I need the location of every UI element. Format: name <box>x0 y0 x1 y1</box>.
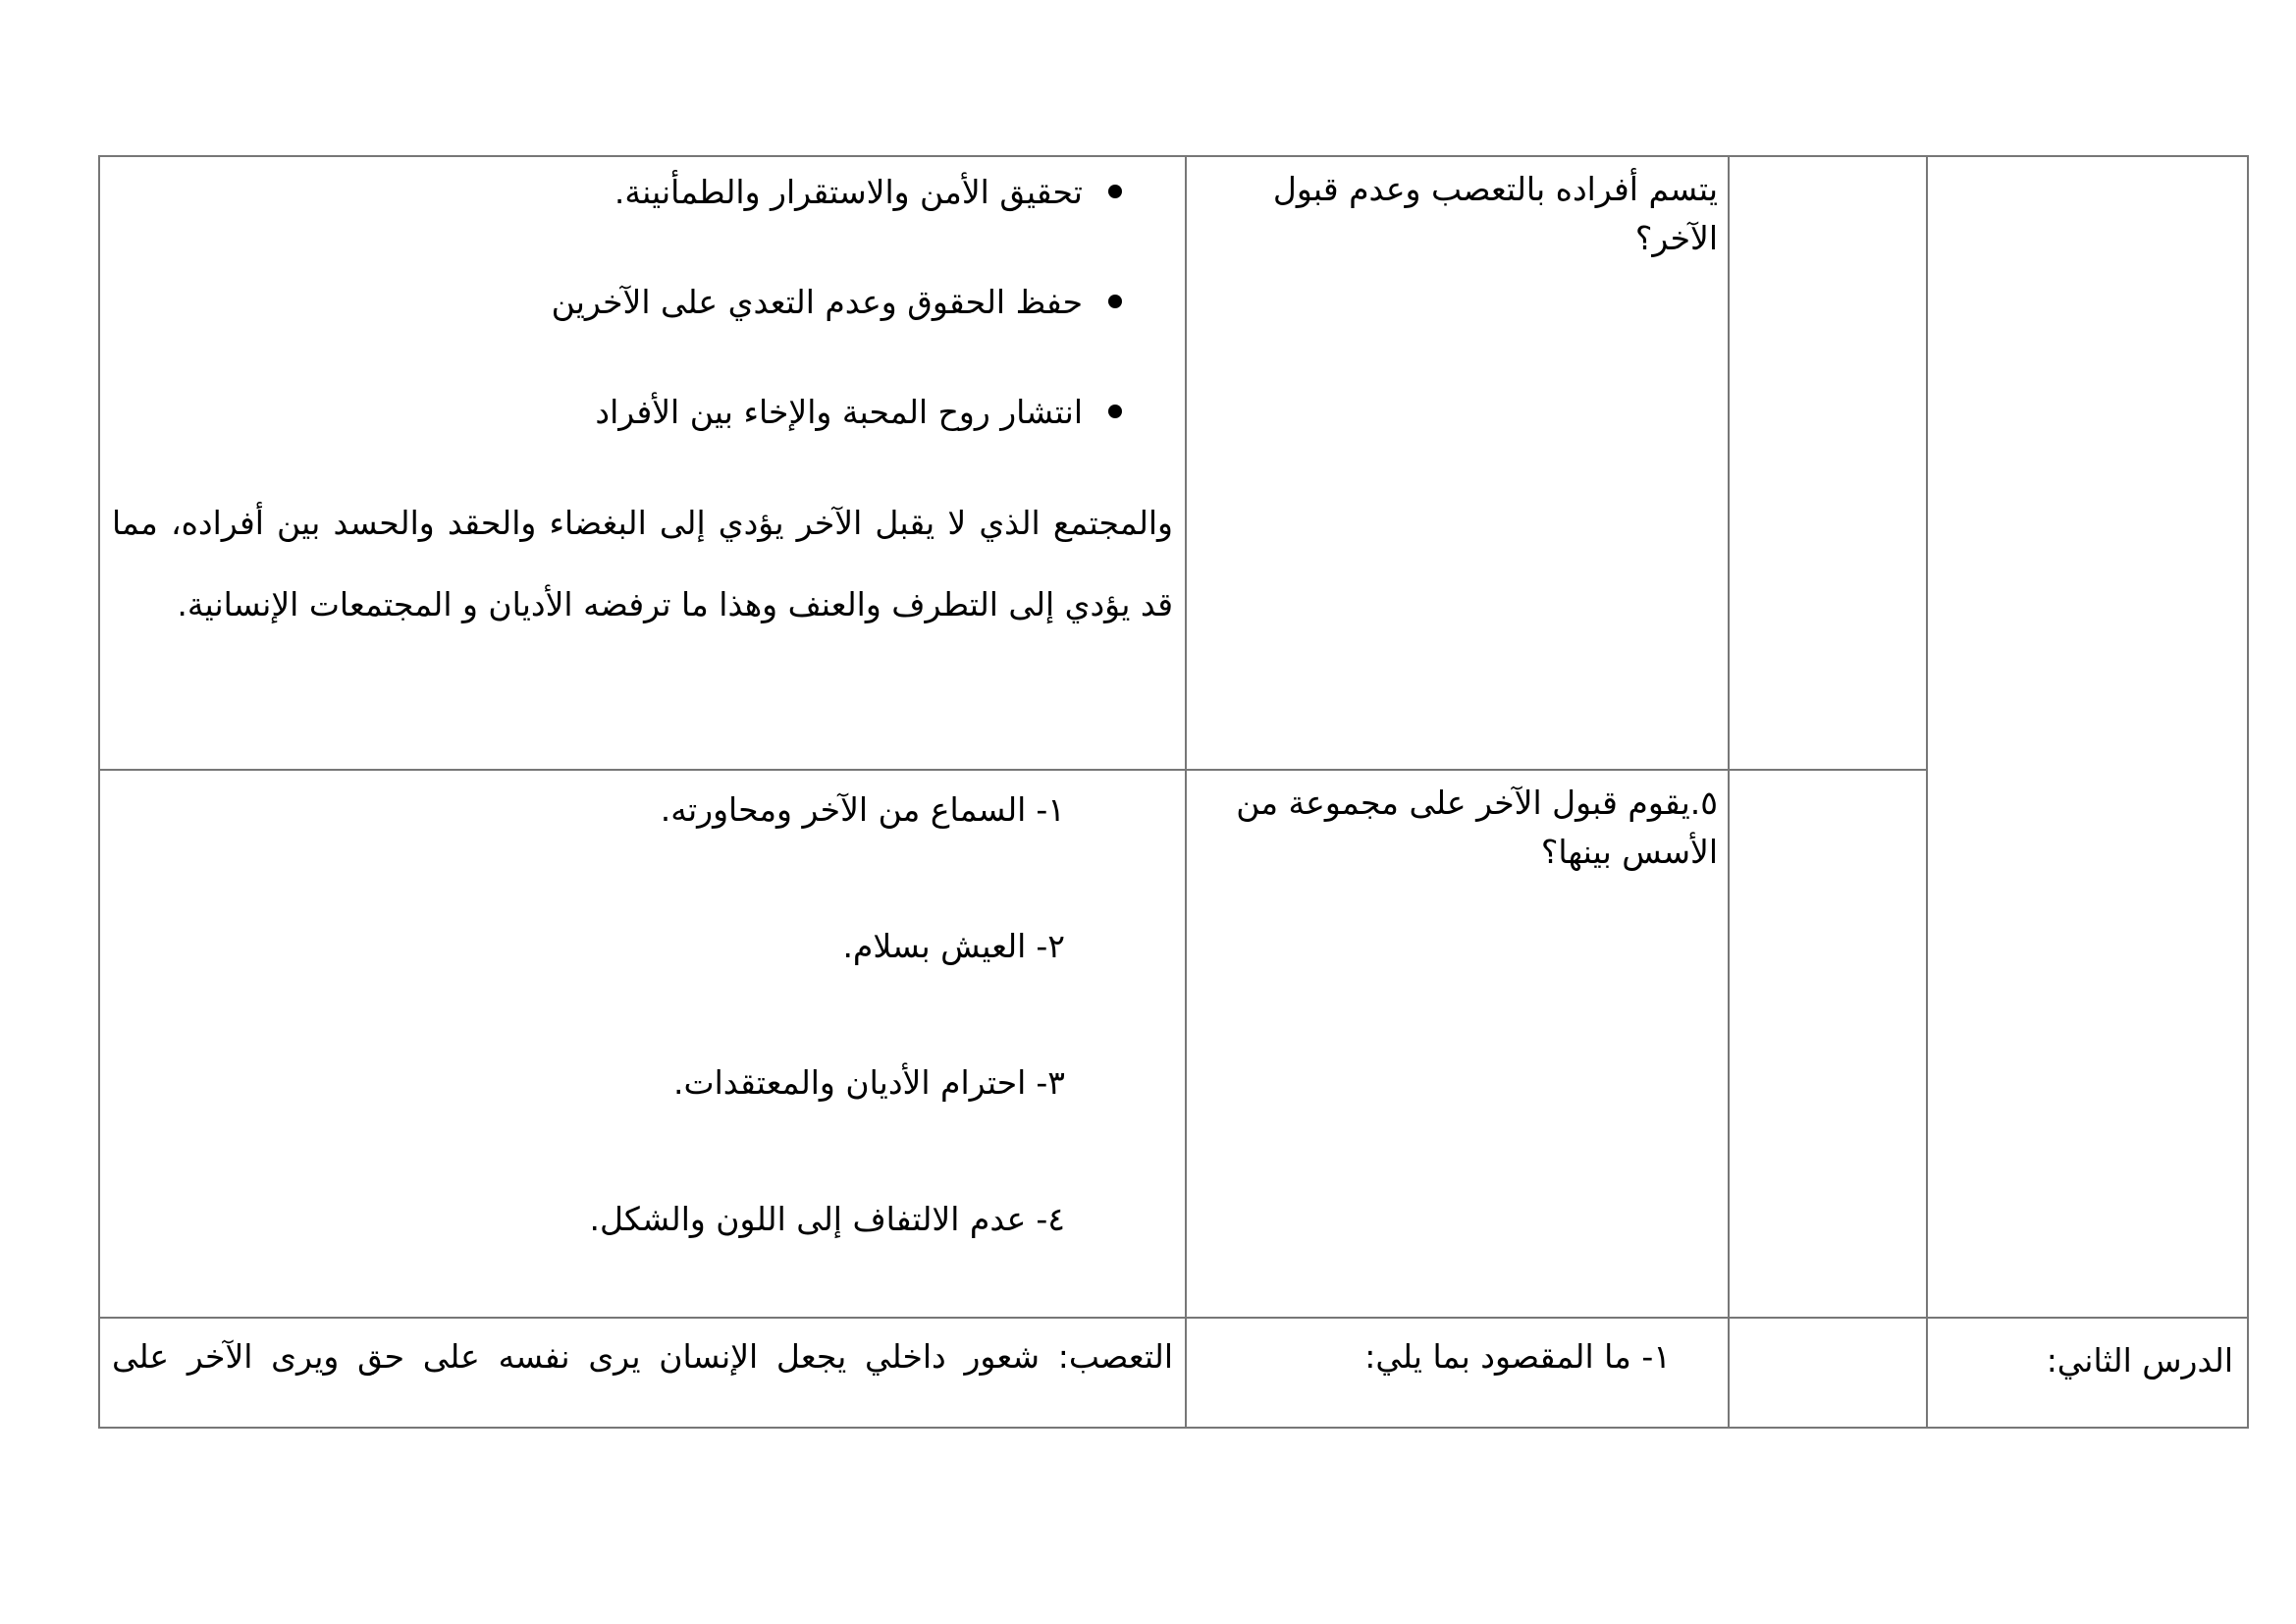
empty-cell <box>1729 1318 1927 1428</box>
lesson-cell <box>1927 1318 2248 1428</box>
item-text: عدم الالتفاف إلى اللون والشكل. <box>589 1200 1027 1238</box>
answer-cell <box>99 1318 1186 1428</box>
item-text: السماع من الآخر ومحاورته. <box>660 790 1027 829</box>
table-row <box>99 156 2248 770</box>
bullet-icon <box>1108 405 1122 418</box>
question-text: يتسم أفراده بالتعصب وعدم قبول الآخر؟ <box>1272 170 1718 257</box>
answer-paragraph: والمجتمع الذي لا يقبل الآخر يؤدي إلى البغضاء والحقد والحسد بين أفراده، مما قد يؤدي إلى التطرف والعنف وهذا ما ترفضه الأديان و المجتمعات الإنسانية. <box>112 504 1173 623</box>
answer-content <box>100 157 1185 645</box>
empty-cell <box>1729 770 1927 1318</box>
question-cell <box>1186 156 1729 770</box>
bullet-text: حفظ الحقوق وعدم التعدي على الآخرين <box>551 283 1083 321</box>
lesson-table <box>98 155 2249 1429</box>
list-item <box>112 771 1065 907</box>
lesson-cell-empty <box>1927 156 2248 1318</box>
answer-bullet-list <box>112 157 1173 487</box>
bullet-text: انتشار روح المحبة والإخاء بين الأفراد <box>595 393 1083 431</box>
question-text: ١- ما المقصود بما يلي: <box>1364 1337 1671 1376</box>
item-number: ٣- <box>1036 1063 1065 1102</box>
list-item <box>112 267 1122 377</box>
bullet-icon <box>1108 295 1122 308</box>
item-number: ٢- <box>1036 927 1065 965</box>
answer-cell <box>99 156 1186 770</box>
answer-numbered-list <box>112 771 1173 1317</box>
list-item <box>112 907 1065 1044</box>
question-cell <box>1186 1318 1729 1428</box>
question-text: ٥.يقوم قبول الآخر على مجموعة من الأسس بينها؟ <box>1236 784 1718 871</box>
answer-content <box>100 771 1185 1317</box>
item-text: احترام الأديان والمعتقدات. <box>673 1063 1027 1102</box>
table-row <box>99 1318 2248 1428</box>
item-number: ١- <box>1036 790 1065 829</box>
table-row <box>99 770 2248 1318</box>
list-item <box>112 1044 1065 1180</box>
bullet-text: تحقيق الأمن والاستقرار والطمأنينة. <box>614 173 1083 211</box>
lesson-title: الدرس الثاني: <box>2046 1341 2233 1380</box>
definition-text: التعصب: شعور داخلي يجعل الإنسان يرى نفسه على حق ويرى الآخر على <box>112 1337 1173 1376</box>
question-cell <box>1186 770 1729 1318</box>
bullet-icon <box>1108 185 1122 198</box>
list-item <box>112 1180 1065 1317</box>
list-item <box>112 377 1122 487</box>
item-number: ٤- <box>1036 1200 1065 1238</box>
list-item <box>112 157 1122 267</box>
answer-cell <box>99 770 1186 1318</box>
item-text: العيش بسلام. <box>842 927 1027 965</box>
empty-cell <box>1729 156 1927 770</box>
